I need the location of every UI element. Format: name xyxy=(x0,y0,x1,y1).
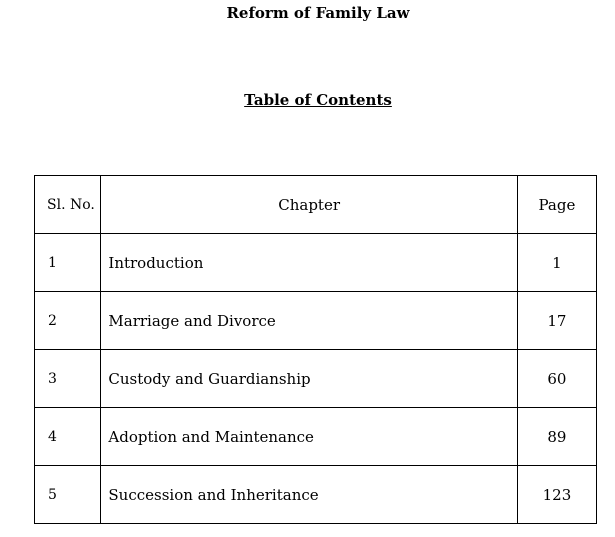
toc-table xyxy=(34,175,597,524)
row-number: 5 xyxy=(35,466,101,524)
row-chapter: Marriage and Divorce xyxy=(101,292,517,350)
row-number: 1 xyxy=(35,234,101,292)
table-header-row xyxy=(35,176,597,234)
row-page: 60 xyxy=(517,350,596,408)
row-number: 4 xyxy=(35,408,101,466)
header-sl-no: Sl. No. xyxy=(35,176,101,234)
row-chapter: Introduction xyxy=(101,234,517,292)
row-number: 2 xyxy=(35,292,101,350)
table-row xyxy=(35,408,597,466)
row-number: 3 xyxy=(35,350,101,408)
table-row xyxy=(35,466,597,524)
row-page: 17 xyxy=(517,292,596,350)
row-page: 89 xyxy=(517,408,596,466)
table-row xyxy=(35,234,597,292)
toc-heading: Table of Contents xyxy=(244,91,392,109)
row-chapter: Adoption and Maintenance xyxy=(101,408,517,466)
header-chapter: Chapter xyxy=(101,176,517,234)
row-chapter: Custody and Guardianship xyxy=(101,350,517,408)
header-page: Page xyxy=(517,176,596,234)
row-page: 123 xyxy=(517,466,596,524)
row-chapter: Succession and Inheritance xyxy=(101,466,517,524)
table-row xyxy=(35,292,597,350)
document-title: Reform of Family Law xyxy=(226,4,410,22)
table-row xyxy=(35,350,597,408)
row-page: 1 xyxy=(517,234,596,292)
